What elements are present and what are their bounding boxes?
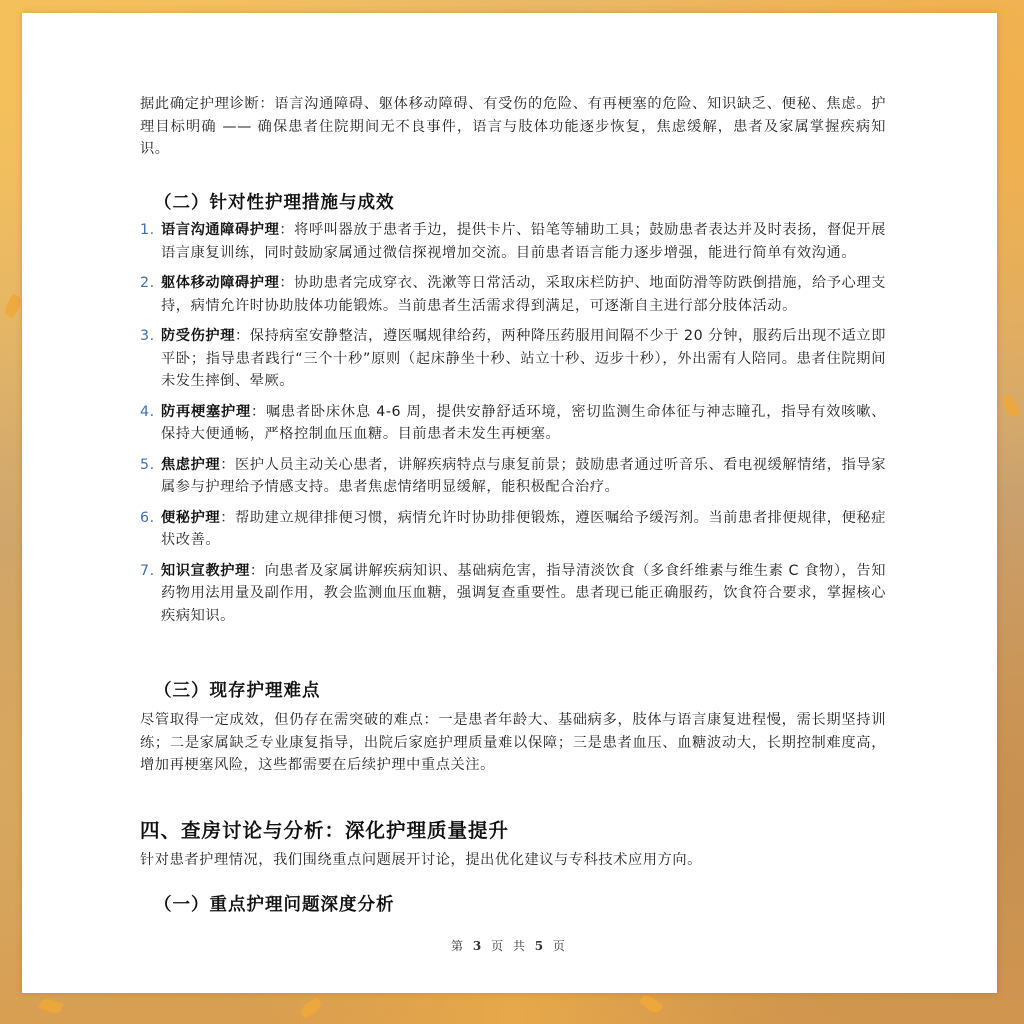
list-item	[140, 325, 886, 393]
item-number: 5.	[140, 456, 155, 473]
section-heading-2: （二）针对性护理措施与成效	[154, 193, 395, 213]
footer-prefix: 第	[451, 939, 467, 953]
item-text: ：医护人员主动关心患者，讲解疾病特点与康复前景；鼓励患者通过听音乐、看电视缓解情绪，指导家属参与护理给予情感支持。患者焦虑情绪明显缓解，能积极配合治疗。	[161, 456, 886, 495]
footer-suffix: 页	[552, 939, 568, 953]
section-heading-4: 四、查房讨论与分析：深化护理质量提升	[140, 819, 510, 842]
item-number: 2.	[140, 275, 155, 291]
item-keyword: 防再梗塞护理	[161, 403, 251, 420]
footer-page-number: 3	[472, 939, 485, 953]
list-item	[140, 560, 886, 628]
footer-total-pages: 5	[534, 939, 547, 953]
page-footer	[22, 937, 997, 954]
leaf-decoration	[39, 997, 64, 1016]
section3-paragraph: 尽管取得一定成效，但仍存在需突破的难点：一是患者年龄大、基础病多，肢体与语言康复进程慢，需长期坚持训练；二是家属缺乏专业康复指导，出院后家庭护理质量难以保障；三是患者血压、血糖波动大，长期控制难度高，增加再梗塞风险，这些都需要在后续护理中重点关注。	[140, 712, 886, 773]
item-number: 4.	[140, 403, 155, 420]
item-keyword: 知识宣教护理	[161, 562, 250, 579]
leaf-decoration	[2, 293, 23, 318]
list-item	[140, 507, 886, 552]
document-page	[22, 13, 997, 993]
list-item	[140, 454, 886, 499]
list-item	[140, 272, 886, 317]
list-item	[140, 401, 886, 446]
item-text: ：保持病室安静整洁，遵医嘱规律给药，两种降压药服用间隔不少于 20 分钟，服药后出现不适立即平卧；指导患者践行“三个十秒”原则（起床静坐十秒、站立十秒、迈步十秒），外出需有人陪同。患者住院期间未发生摔倒、晕厥。	[161, 328, 886, 389]
section4-paragraph: 针对患者护理情况，我们围绕重点问题展开讨论，提出优化建议与专科技术应用方向。	[140, 852, 702, 868]
footer-middle: 页 共	[491, 939, 528, 953]
leaf-decoration	[1002, 394, 1021, 419]
item-text: ：帮助建立规律排便习惯，病情允许时协助排便锻炼，遵医嘱给予缓泻剂。当前患者排便规律，便秘症状改善。	[161, 509, 886, 548]
item-number: 6.	[140, 509, 155, 526]
item-keyword: 便秘护理	[161, 509, 221, 526]
item-text: ：嘱患者卧床休息 4-6 周，提供安静舒适环境，密切监测生命体征与神志瞳孔，指导有效咳嗽、保持大便通畅，严格控制血压血糖。目前患者未发生再梗塞。	[161, 403, 886, 442]
list-item	[140, 219, 886, 264]
item-number: 1.	[140, 222, 155, 238]
item-keyword: 防受伤护理	[161, 328, 235, 344]
item-keyword: 焦虑护理	[161, 456, 221, 473]
leaf-decoration	[639, 992, 664, 1015]
item-text: ：协助患者完成穿衣、洗漱等日常活动，采取床栏防护、地面防滑等防跌倒措施，给予心理支持，病情允许时协助肢体功能锻炼。当前患者生活需求得到满足，可逐渐自主进行部分肢体活动。	[161, 275, 886, 314]
section-heading-4-1: （一）重点护理问题深度分析	[154, 895, 395, 915]
measures-list	[140, 219, 886, 635]
item-number: 3.	[140, 328, 155, 344]
item-keyword: 语言沟通障碍护理	[161, 222, 280, 238]
item-keyword: 躯体移动障碍护理	[161, 275, 280, 291]
item-text: ：向患者及家属讲解疾病知识、基础病危害，指导清淡饮食（多食纤维素与维生素 C 食物），告知药物用法用量及副作用，教会监测血压血糖，强调复查重要性。患者现已能正确服药，饮食符合要求，掌握核心疾病知识。	[161, 562, 886, 624]
leaf-decoration	[298, 997, 323, 1018]
item-number: 7.	[140, 562, 155, 579]
intro-paragraph: 据此确定护理诊断：语言沟通障碍、躯体移动障碍、有受伤的危险、有再梗塞的危险、知识缺乏、便秘、焦虑。护理目标明确 —— 确保患者住院期间无不良事件，语言与肢体功能逐步恢复，焦虑缓解，患者及家属掌握疾病知识。	[140, 96, 886, 157]
section-heading-3: （三）现存护理难点	[154, 681, 321, 701]
item-text: ：将呼叫器放于患者手边，提供卡片、铅笔等辅助工具；鼓励患者表达并及时表扬，督促开展语言康复训练，同时鼓励家属通过微信探视增加交流。目前患者语言能力逐步增强，能进行简单有效沟通。	[161, 222, 886, 261]
